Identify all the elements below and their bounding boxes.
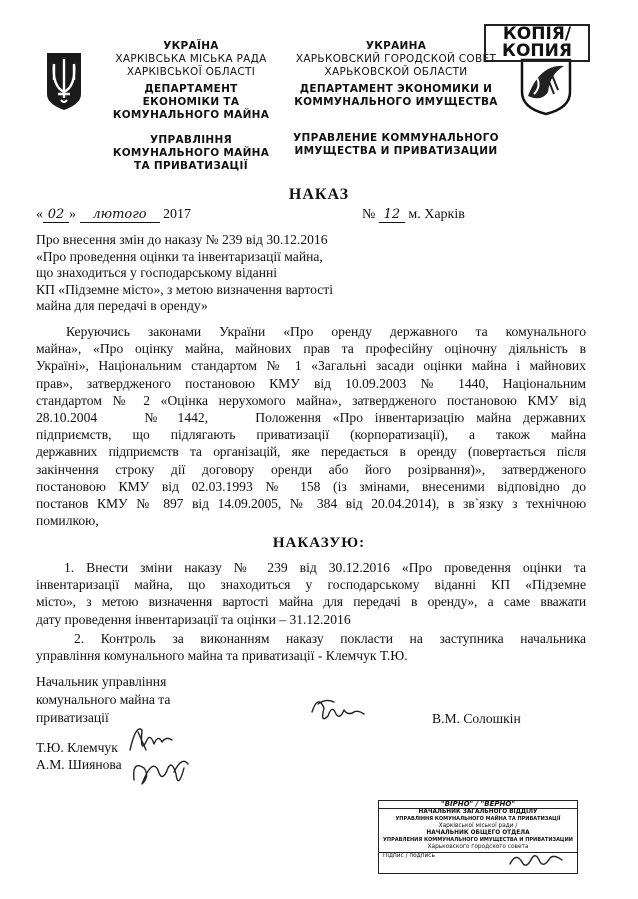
right-dept-1: ДЕПАРТАМЕНТ ЭКОНОМИКИ И (299, 83, 493, 95)
date-day: 02 (43, 207, 69, 223)
preamble-line-8: державних підприємств та організацій, яке передається в оренду (повертається після (36, 444, 586, 460)
preamble-line-6: 28.10.2004 № 1442, Положення «Про інвентаризацію майна державних (36, 410, 586, 426)
subject-line-4: КП «Підземне місто», з метою визначення вартості (36, 281, 333, 297)
approver-2: А.М. Шиянова (36, 757, 122, 772)
position-line-3: приватизації (36, 710, 109, 725)
approver-2-signature (128, 750, 194, 800)
order-preamble (36, 323, 586, 529)
order-date-line: « 02 » лютого 2017 (36, 207, 191, 222)
left-header (96, 40, 286, 173)
item2-line-1: 2. Контроль за виконанням наказу покласти на заступника начальника (74, 631, 586, 646)
preamble-line-12: помилкою, (36, 513, 99, 529)
item1-line-2: інвентаризації майна, що знаходиться у господарському віданні КП «Підземне (36, 577, 586, 593)
subject-line-1: Про внесення змін до наказу № 239 від 30.12.2016 (36, 232, 328, 247)
preamble-line-3: Україні», Національним стандартом № 1 «Загальні засади оцінки майна і майнових (36, 358, 586, 374)
preamble-line-5: стандартом № 2 «Оцінка нерухомого майна», затвердженого постановою КМУ від (36, 392, 586, 408)
left-dept-3: КОМУНАЛЬНОГО МАЙНА (112, 109, 270, 121)
verification-title: "ВІРНО" / "ВЕРНО" (379, 801, 577, 809)
preamble-line-9: закінчення строку дії договору оренди або його розірвання)», затвердженого (36, 461, 586, 477)
ukraine-trident-emblem (44, 50, 84, 112)
order-city: м. Харків (408, 207, 465, 222)
date-month: лютого (80, 207, 160, 223)
order-heading: НАКАЗУЮ: (272, 535, 366, 551)
verification-sign-label: Підпис / подпись (379, 852, 577, 860)
left-dept-2: ЕКОНОМІКИ ТА (142, 96, 240, 108)
left-country: УКРАЇНА (163, 40, 219, 52)
number-prefix: № (362, 207, 376, 222)
verification-line-5: УПРАВЛЕНИЯ КОММУНАЛЬНОГО ИМУЩЕСТВА И ПРИВАТИЗАЦИИ (383, 837, 573, 843)
preamble-line-10: постановою КМУ від 02.03.1993 № 158 (із змінами, внесеними відповідно до (36, 478, 586, 494)
verification-line-2: УПРАВЛІННЯ КОМУНАЛЬНОГО МАЙНА ТА ПРИВАТИЗАЦІЇ (395, 816, 561, 822)
right-dept-2: КОММУНАЛЬНОГО ИМУЩЕСТВА (294, 96, 498, 108)
item1-line-4: дату проведення інвентаризації та оцінки – 31.12.2016 (36, 611, 351, 627)
subject-line-2: «Про проведення оцінки та інвентаризації майна, (36, 248, 323, 264)
subject-line-5: майна для передачі в оренду» (36, 298, 208, 314)
preamble-line-4: прав», затвердженого постановою КМУ від 10.09.2003 № 1440, Національним (36, 375, 586, 391)
head-signature (308, 690, 368, 730)
left-council: ХАРКІВСЬКА МІСЬКА РАДА (115, 53, 267, 65)
copy-stamp-line-2: КОПИЯ (502, 41, 572, 61)
right-header (282, 40, 510, 158)
left-dept-1: ДЕПАРТАМЕНТ (144, 83, 238, 95)
approver-1: Т.Ю. Клемчук (36, 740, 118, 755)
item1-line-1: 1. Внести зміни наказу № 239 від 30.12.2016 «Про проведення оцінки та (64, 560, 586, 575)
position-line-2: комунального майна та (36, 692, 171, 707)
left-office-3: ТА ПРИВАТИЗАЦІЇ (134, 160, 248, 172)
verification-line-6: Харьковского городского совета (427, 844, 529, 850)
left-region: ХАРКІВСЬКОЇ ОБЛАСТІ (126, 66, 256, 78)
order-subject (36, 232, 376, 315)
date-year: 2017 (163, 207, 191, 222)
order-item-2 (36, 630, 586, 664)
copy-stamp-line-1: КОПІЯ/ (502, 24, 572, 44)
right-office-2: ИМУЩЕСТВА И ПРИВАТИЗАЦИИ (294, 145, 498, 157)
preamble-line-2: майна», «Про оцінку майна, майнових прав та професійну оціночну діяльність в (36, 341, 586, 357)
order-number: 12 (379, 207, 405, 223)
position-line-1: Начальник управління (36, 674, 167, 689)
right-country: УКРАИНА (365, 40, 427, 52)
verification-line-3: Харківської міської ради / (438, 823, 518, 829)
item2-line-2: управління комунального майна та приватизації - Клемчук Т.Ю. (36, 648, 408, 664)
right-council: ХАРЬКОВСКИЙ ГОРОДСКОЙ СОВЕТ (295, 53, 497, 65)
preamble-line-11: постанов КМУ № 897 від 14.09.2005, № 384 від 20.04.2014), в зв`язку з технічною (36, 496, 586, 512)
order-title: НАКАЗ (288, 186, 350, 203)
kharkiv-coat-of-arms (520, 58, 572, 116)
preamble-line-7: підприємств, що підлягають приватизації (корпоратизації), а також майна (36, 427, 586, 443)
preamble-line-1: Керуючись законами України «Про оренду державного та комунального (66, 324, 586, 339)
subject-line-3: що знаходиться у господарському віданні (36, 265, 278, 281)
left-office-1: УПРАВЛІННЯ (150, 134, 232, 146)
verification-signature (506, 846, 566, 874)
order-item-1 (36, 559, 586, 628)
item1-line-3: місто», з метою визначення вартості майна для передачі в оренду», а саме вважати (36, 594, 586, 610)
verification-line-1: НАЧАЛЬНИК ЗАГАЛЬНОГО ВІДДІЛУ (418, 809, 538, 815)
right-region: ХАРЬКОВСКОЙ ОБЛАСТИ (324, 66, 468, 78)
signer-name: В.М. Солошкін (432, 711, 521, 726)
verification-line-4: НАЧАЛЬНИК ОБЩЕГО ОТДЕЛА (426, 830, 530, 836)
right-office-1: УПРАВЛЕНИЕ КОММУНАЛЬНОГО (293, 132, 499, 144)
left-office-2: КОМУНАЛЬНОГО МАЙНА (112, 147, 270, 159)
signature-position (36, 673, 236, 727)
order-number-line (362, 207, 522, 223)
